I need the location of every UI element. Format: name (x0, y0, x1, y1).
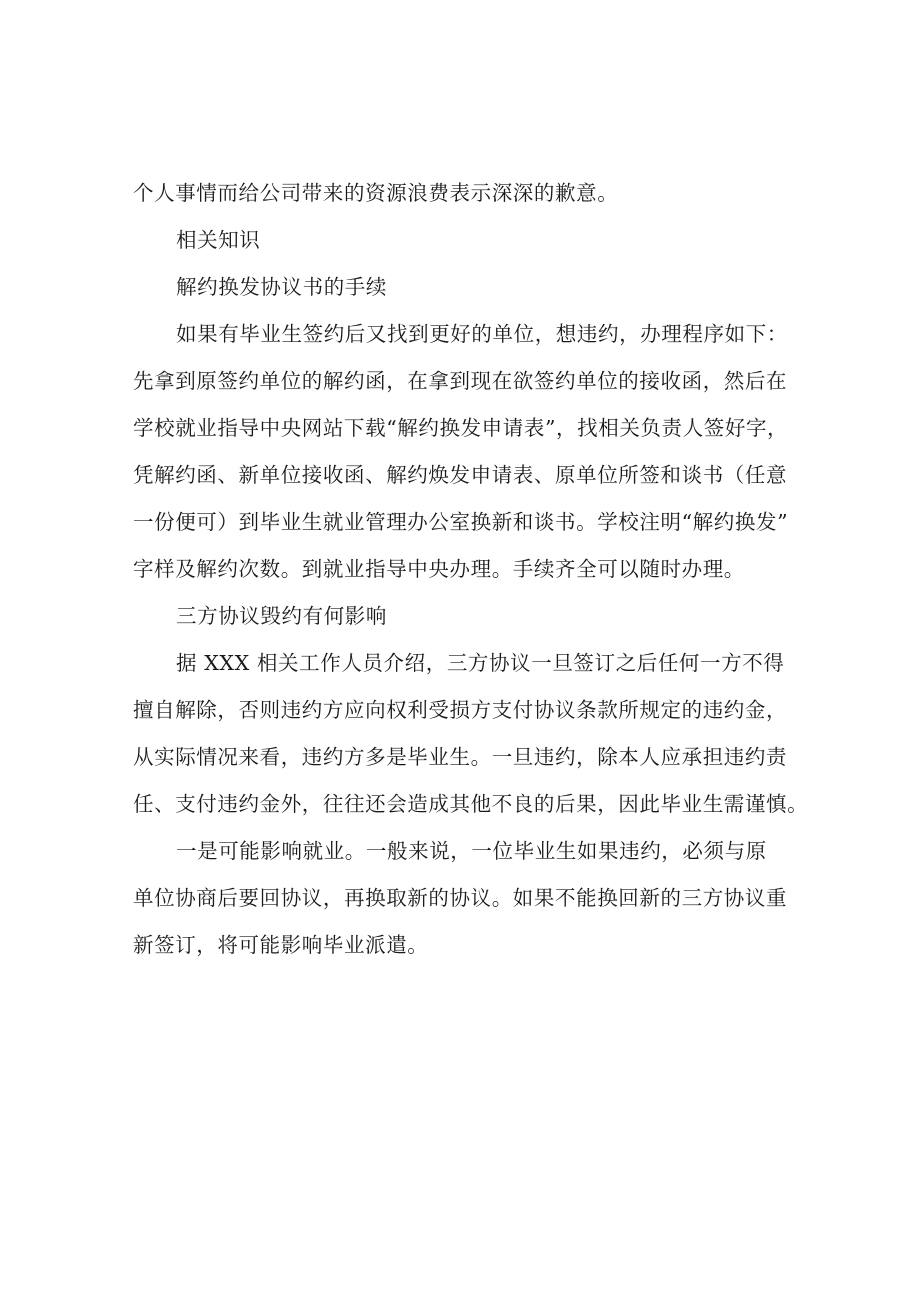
subsection-heading: 解约换发协议书的手续 (176, 275, 387, 299)
paragraph-line: 字样及解约次数。到就业指导中央办理。手续齐全可以随时办理。 (133, 557, 745, 581)
paragraph-line: 新签订，将可能影响毕业派遣。 (133, 933, 429, 957)
document-body (133, 170, 813, 969)
paragraph-line: 从实际情况来看，违约方多是毕业生。一旦违约，除本人应承担违约责 (133, 745, 788, 769)
paragraph-line: 学校就业指导中央网站下载“解约换发申请表”，找相关负责人签好字， (133, 416, 789, 440)
paragraph-line: 先拿到原签约单位的解约函，在拿到现在欲签约单位的接收函，然后在 (133, 369, 788, 393)
paragraph-line: 据 XXX 相关工作人员介绍，三方协议一旦签订之后任何一方不得 (176, 651, 785, 675)
paragraph-line: 一是可能影响就业。一般来说，一位毕业生如果违约，必须与原 (176, 839, 767, 863)
paragraph-line: 任、支付违约金外，往往还会造成其他不良的后果，因此毕业生需谨慎。 (133, 792, 809, 816)
paragraph-line: 单位协商后要回协议，再换取新的协议。如果不能换回新的三方协议重 (133, 886, 788, 910)
paragraph-line: 凭解约函、新单位接收函、解约焕发申请表、原单位所签和谈书（任意 (133, 463, 788, 487)
paragraph-line: 如果有毕业生签约后又找到更好的单位，想违约，办理程序如下： (176, 322, 788, 346)
section-heading: 相关知识 (176, 228, 261, 252)
paragraph-line: 擅自解除，否则违约方应向权利受损方支付协议条款所规定的违约金， (133, 698, 788, 722)
subsection-heading: 三方协议毁约有何影响 (176, 604, 387, 628)
text-line: 个人事情而给公司带来的资源浪费表示深深的歉意。 (133, 181, 619, 205)
paragraph-line: 一份便可）到毕业生就业管理办公室换新和谈书。学校注明“解约换发” (133, 510, 789, 534)
